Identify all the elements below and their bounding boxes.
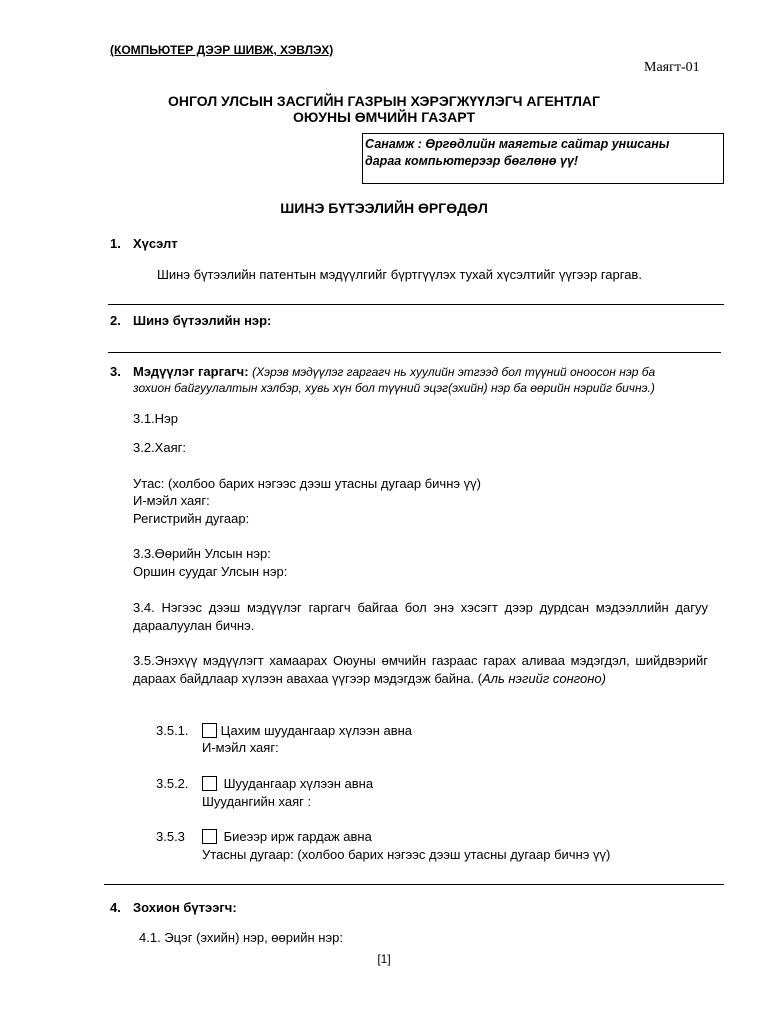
- section-4-heading: Зохион бүтээгч:: [133, 900, 237, 915]
- option-3-label: Биеээр ирж гардаж авна: [223, 829, 372, 844]
- divider: [108, 304, 724, 305]
- field-residence: Оршин суудаг Улсын нэр:: [133, 564, 288, 579]
- divider: [104, 884, 724, 885]
- print-note: (КОМПЬЮТЕР ДЭЭР ШИВЖ, ХЭВЛЭХ): [110, 43, 334, 57]
- form-code: Маягт-01: [644, 60, 700, 75]
- notice-box: [362, 133, 724, 184]
- option-1-checkbox[interactable]: [202, 723, 217, 738]
- option-3-number: 3.5.3: [156, 829, 185, 844]
- paragraph-3-5: [133, 652, 708, 688]
- option-1-number: 3.5.1.: [156, 723, 189, 738]
- option-3-sub: Утасны дугаар: (холбоо барих нэгээс дээш утасны дугаар бичнэ үү): [202, 847, 611, 862]
- option-2-checkbox[interactable]: [202, 776, 217, 791]
- field-country: 3.3.Өөрийн Улсын нэр:: [133, 546, 271, 561]
- section-4-number: 4.: [110, 900, 121, 915]
- section-3-heading: Мэдүүлэг гаргагч:: [133, 364, 249, 379]
- field-email: И-мэйл хаяг:: [133, 493, 210, 508]
- option-3-checkbox[interactable]: [202, 829, 217, 844]
- section-1-number: 1.: [110, 236, 121, 251]
- option-2-label: Шуудангаар хүлээн авна: [223, 776, 374, 791]
- notice-line-1: Санамж : Өргөдлийн маягтыг сайтар уншсаны: [365, 137, 670, 151]
- field-phone: Утас: (холбоо барих нэгээс дээш утасны дугаар бичнэ үү): [133, 476, 481, 491]
- option-1-label: Цахим шуудангаар хүлээн авна: [220, 723, 413, 738]
- page-number: [1]: [377, 952, 391, 966]
- agency-line-1: ОНГОЛ УЛСЫН ЗАСГИЙН ГАЗРЫН ХЭРЭГЖҮҮЛЭГЧ АГЕНТЛАГ: [168, 93, 600, 109]
- divider: [108, 352, 721, 353]
- section-3-heading-row: [133, 364, 655, 379]
- paragraph-3-5-text: 3.5.Энэхүү мэдүүлэгт хамаарах Оюуны өмчийн газраас гарах аливаа мэдэгдэл, шийдвэрийг дараах байдлаар хүлээн авахаа үүгээр мэдэгдэж байна. (: [133, 653, 708, 686]
- paragraph-3-4: 3.4. Нэгээс дээш мэдүүлэг гаргагч байгаа бол энэ хэсэгт дээр дурдсан мэдээллийн дагуу дараалуулан бичнэ.: [133, 600, 708, 633]
- section-1-text: Шинэ бүтээлийн патентын мэдүүлгийг бүртгүүлэх тухай хүсэлтийг үүгээр гаргав.: [157, 267, 642, 282]
- section-1-heading: Хүсэлт: [133, 236, 178, 251]
- section-4-field-name: 4.1. Эцэг (эхийн) нэр, өөрийн нэр:: [139, 930, 343, 945]
- option-3-row: [202, 829, 372, 844]
- field-address: 3.2.Хаяг:: [133, 440, 186, 455]
- option-2-row: [202, 776, 373, 791]
- option-2-sub: Шуудангийн хаяг :: [202, 794, 312, 809]
- page-title: ШИНЭ БҮТЭЭЛИЙН ӨРГӨДӨЛ: [280, 200, 488, 216]
- agency-line-2: ОЮУНЫ ӨМЧИЙН ГАЗАРТ: [292, 109, 475, 125]
- option-1-sub: И-мэйл хаяг:: [202, 740, 279, 755]
- option-2-number: 3.5.2.: [156, 776, 189, 791]
- field-register: Регистрийн дугаар:: [133, 511, 250, 526]
- section-3-number: 3.: [110, 364, 121, 379]
- field-name: 3.1.Нэр: [133, 411, 178, 426]
- option-1-row: [202, 723, 412, 738]
- section-2-heading: Шинэ бүтээлийн нэр:: [133, 313, 272, 328]
- section-3-note-line-1: (Хэрэв мэдүүлэг гаргагч нь хуулийн этгээд бол түүний оноосон нэр ба: [252, 365, 656, 379]
- notice-line-2: дараа компьютерээр бөглөнө үү!: [365, 154, 579, 168]
- paragraph-3-5-italic: Аль нэгийг сонгоно): [481, 671, 606, 686]
- section-2-number: 2.: [110, 313, 121, 328]
- section-3-note-line-2: зохион байгуулалтын хэлбэр, хувь хүн бол түүний эцэг(эхийн) нэр ба өөрийн нэрийг бичнэ.): [133, 381, 655, 395]
